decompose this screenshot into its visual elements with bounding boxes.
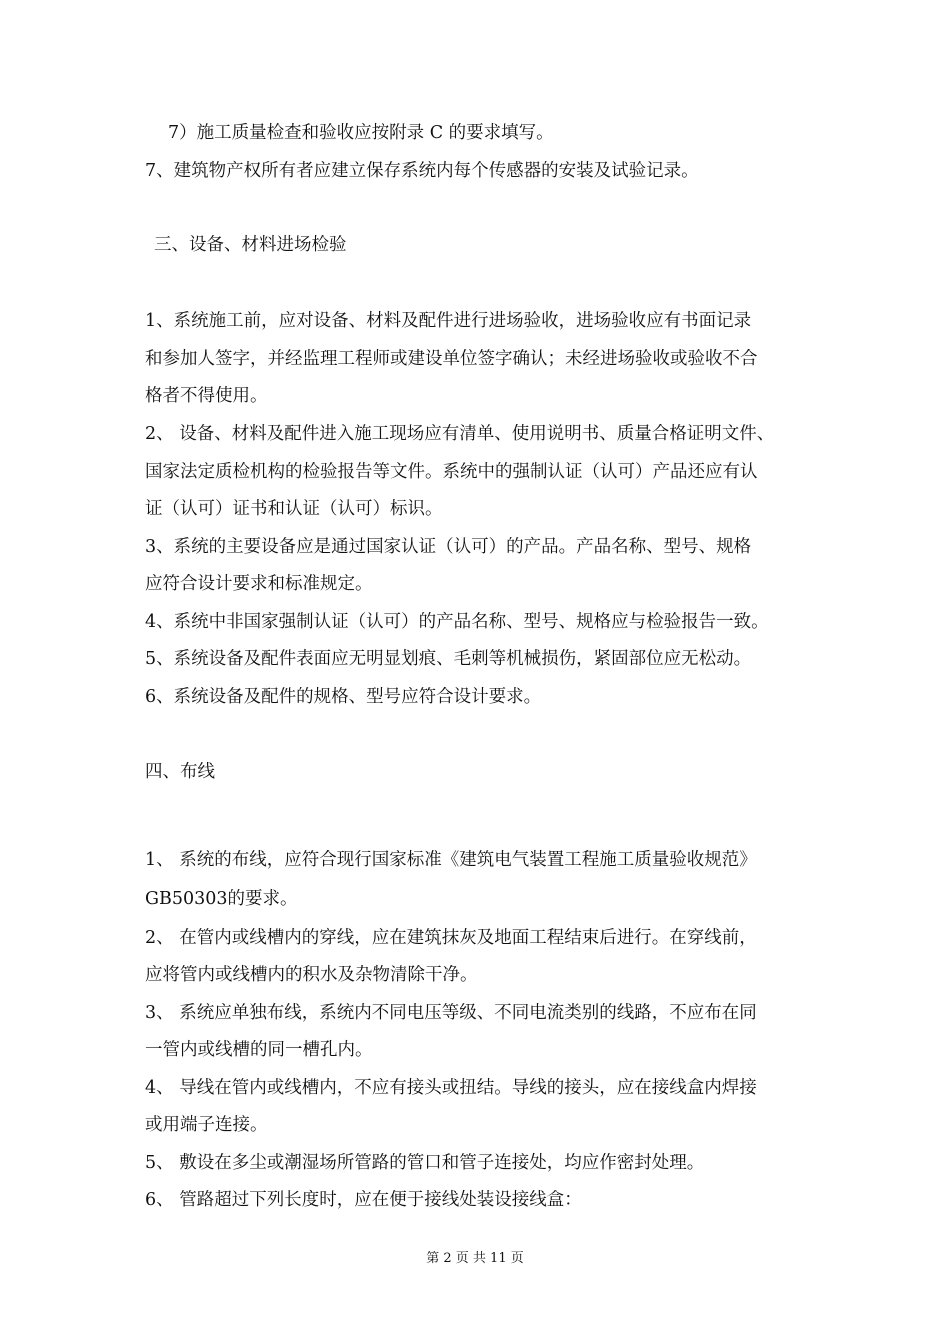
text-line: GB50303的要求。 — [145, 889, 298, 909]
text-line: 3、系统的主要设备应是通过国家认证（认可）的产品。产品名称、型号、规格 — [145, 537, 752, 557]
text-line: 4、系统中非国家强制认证（认可）的产品名称、型号、规格应与检验报告一致。 — [145, 612, 769, 632]
text-line: 2、 在管内或线槽内的穿线，应在建筑抹灰及地面工程结束后进行。在穿线前， — [145, 928, 757, 948]
text-line: 6、 管路超过下列长度时，应在便于接线处装设接线盒： — [145, 1190, 582, 1210]
text-line: 国家法定质检机构的检验报告等文件。系统中的强制认证（认可）产品还应有认 — [145, 462, 758, 482]
text-line: 4、 导线在管内或线槽内，不应有接头或扭结。导线的接头，应在接线盒内焊接 — [145, 1078, 757, 1098]
text-line: 应符合设计要求和标准规定。 — [145, 574, 373, 594]
text-line: 5、 敷设在多尘或潮湿场所管路的管口和管子连接处，均应作密封处理。 — [145, 1153, 705, 1173]
text-line: 1、系统施工前，应对设备、材料及配件进行进场验收，进场验收应有书面记录 — [145, 311, 752, 331]
page-footer: 第 2 页 共 11 页 — [426, 1251, 524, 1266]
text-line: 或用端子连接。 — [145, 1115, 268, 1135]
section-heading: 三、设备、材料进场检验 — [154, 235, 347, 255]
text-line: 7、建筑物产权所有者应建立保存系统内每个传感器的安装及试验记录。 — [145, 161, 699, 181]
text-line: 1、 系统的布线，应符合现行国家标准《建筑电气装置工程施工质量验收规范》 — [145, 850, 757, 870]
section-heading: 四、布线 — [145, 762, 215, 782]
text-line: 5、系统设备及配件表面应无明显划痕、毛刺等机械损伤，紧固部位应无松动。 — [145, 649, 752, 669]
text-line: 一管内或线槽的同一槽孔内。 — [145, 1040, 373, 1060]
text-line: 应将管内或线槽内的积水及杂物清除干净。 — [145, 965, 478, 985]
text-line: 和参加人签字，并经监理工程师或建设单位签字确认；未经进场验收或验收不合 — [145, 349, 758, 369]
text-line: 7）施工质量检查和验收应按附录 C 的要求填写。 — [168, 123, 554, 143]
text-line: 格者不得使用。 — [145, 386, 268, 406]
text-line: 6、系统设备及配件的规格、型号应符合设计要求。 — [145, 687, 542, 707]
text-line: 3、 系统应单独布线，系统内不同电压等级、不同电流类别的线路，不应布在同 — [145, 1003, 757, 1023]
text-line: 证（认可）证书和认证（认可）标识。 — [145, 499, 443, 519]
text-line: 2、 设备、材料及配件进入施工现场应有清单、使用说明书、质量合格证明文件、 — [145, 424, 775, 444]
